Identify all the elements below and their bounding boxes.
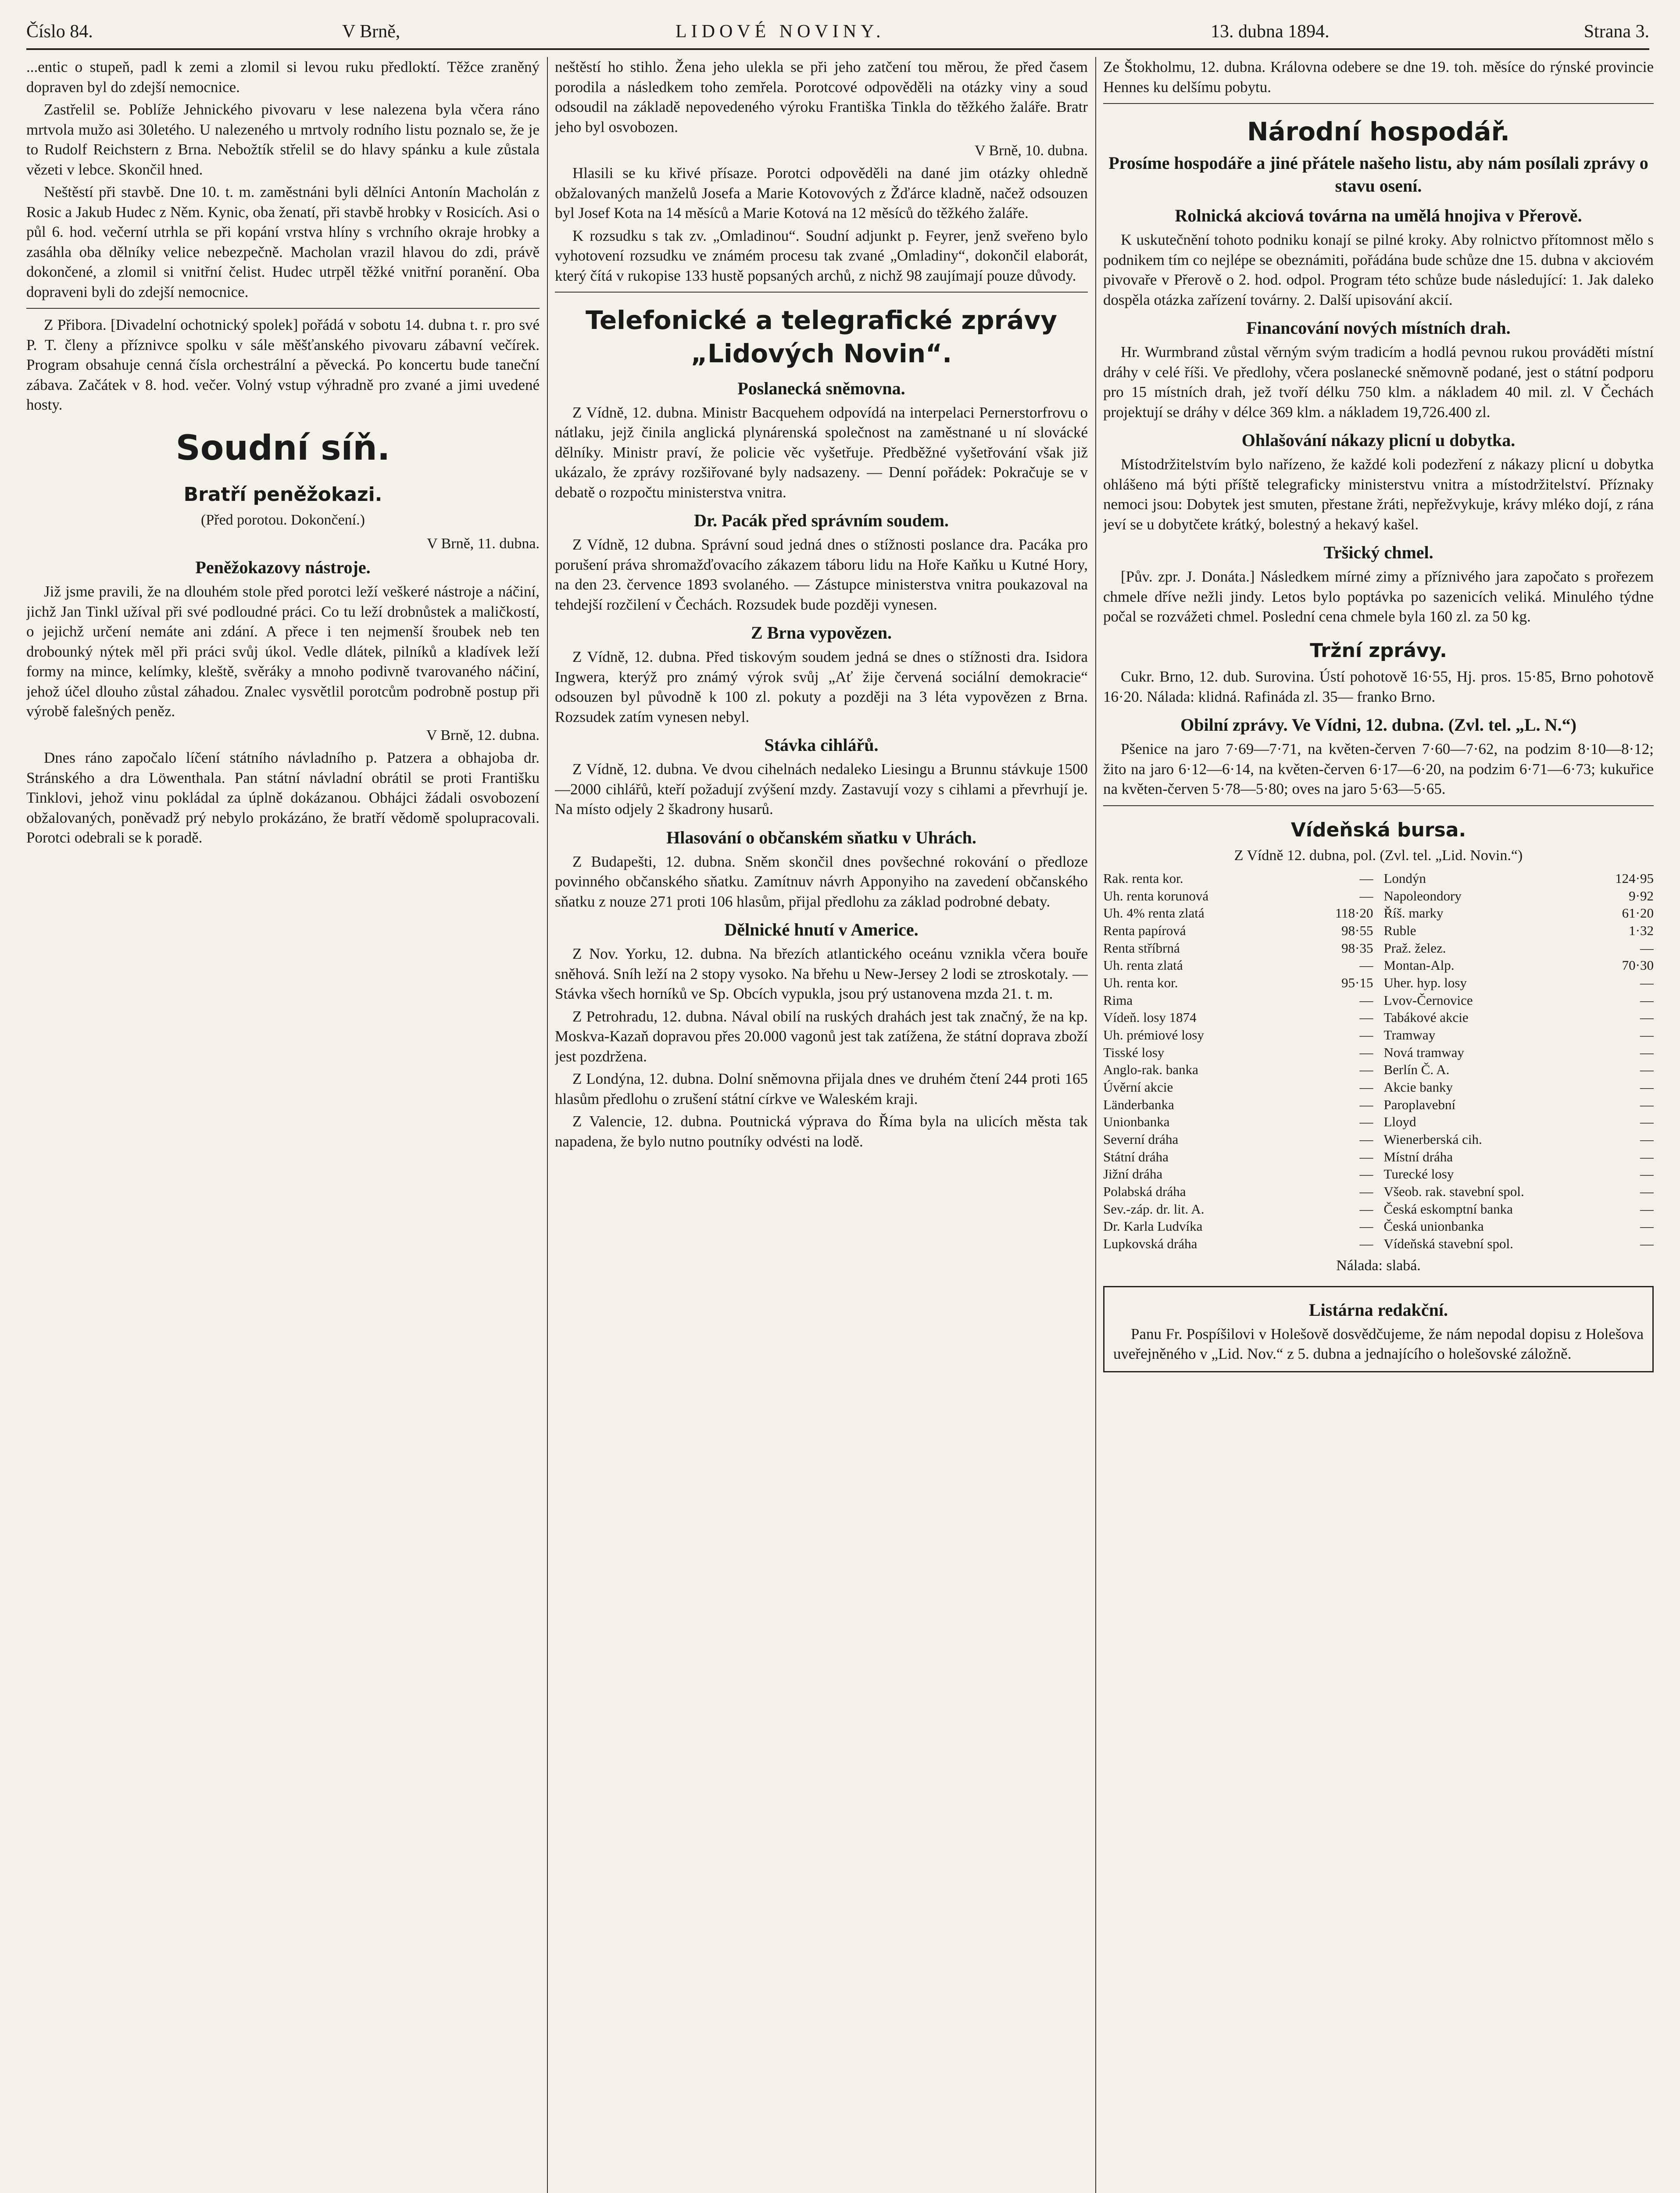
article: Zastřelil se. Poblíže Jehnického pivovaru v lese nalezena byla včera ráno mrtvola mužo asi 30letého. U nalezeného u mrtvoly rodního listu poznalo se, že je to Rudolf Reichstern z Brna. Nebožtík střelil se do hlavy spánku a kule zůstala vězeti v lebce. Skončil hned.: [26, 101, 540, 178]
article: Místodržitelstvím bylo nařízeno, že každé koli podezření z nákazy plicní u dobytka ohlášeno má býti příště telegraficky ministerstvu vnitra a místodržitelství. Příznaky nemoci jsou: Dobytek jest smuten, přestane žráti, nepřežvykuje, krávy mléko dojí, z rána jeví se u dobytčete krátký, bolestný a hekavý kašel.: [1103, 456, 1654, 533]
article-title: Dr. Pacák před správním soudem.: [694, 511, 949, 531]
bourse-row: [1103, 1079, 1373, 1096]
dateline: V Brně, 12. dubna.: [426, 727, 540, 743]
bourse-price: —: [1359, 1132, 1373, 1147]
bourse-row: [1384, 1061, 1654, 1079]
bourse-price: —: [1640, 1010, 1654, 1025]
page-number: Strana 3.: [1583, 21, 1649, 42]
bourse-row: [1103, 1026, 1373, 1044]
article: Z Vídně, 12. dubna. Před tiskovým soudem jedná se dnes o stížnosti dra. Isidora Ingwera, kterýž pro známý výrok svůj „Ať žije červená sociální demokracie“ odsouzen byl původně k 100 zl. pokuty a později na 3 léta vypovězen z Brna. Rozsudek zatím vynesen nebyl.: [555, 648, 1088, 725]
bourse-price: —: [1640, 1079, 1654, 1095]
bourse-right: [1384, 870, 1654, 1253]
bourse-security: Montan-Alp.: [1383, 957, 1455, 973]
bourse-security: Uh. 4% renta zlatá: [1103, 905, 1205, 921]
bourse-price: 1·32: [1629, 922, 1654, 938]
article: Cukr. Brno, 12. dub. Surovina. Ústí pohotově 16·55, Hj. pros. 15·85, Brno pohotově 16·20. Nálada: klidná. Rafináda zl. 35— franko Brno.: [1103, 668, 1654, 705]
article: [Pův. zpr. J. Donáta.] Následkem mírné zimy a příznivého jara započato s prořezem chmele dříve nežli jindy. Letos bylo poptávka po sazenicích veliká. Minulého týdne počal se rozvážeti chmel. Poslední cena chmele byla 160 zl. za 50 kg.: [1103, 568, 1654, 625]
section-title: Tržní zprávy.: [1310, 639, 1447, 662]
bourse-row: [1103, 1061, 1373, 1079]
bourse-row: [1384, 1079, 1654, 1096]
bourse-row: [1384, 1200, 1654, 1218]
bourse-security: Lupkovská dráha: [1103, 1236, 1197, 1252]
bourse-price: 98·55: [1341, 922, 1373, 938]
bourse-security: Lloyd: [1383, 1114, 1416, 1130]
bourse-security: Londýn: [1383, 870, 1426, 886]
bourse-row: [1384, 939, 1654, 957]
bourse-security: Uher. hyp. losy: [1383, 975, 1467, 990]
bourse-security: Renta stříbrná: [1103, 940, 1180, 956]
bourse-security: Unionbanka: [1103, 1114, 1170, 1130]
column-middle: [555, 57, 1088, 2193]
bourse-row: [1384, 1165, 1654, 1183]
bourse-row: [1103, 1200, 1373, 1218]
bourse-security: Severní dráha: [1103, 1132, 1179, 1147]
bourse-security: Akcie banky: [1383, 1079, 1453, 1095]
bourse-row: [1384, 1096, 1654, 1114]
bourse-price: —: [1359, 870, 1373, 886]
bourse-price: —: [1640, 1201, 1654, 1217]
column-divider: [547, 57, 548, 2193]
bourse-price: —: [1359, 1149, 1373, 1164]
bourse-price: —: [1359, 1027, 1373, 1043]
bourse-left: [1103, 870, 1373, 1253]
article-title: Tršický chmel.: [1323, 543, 1433, 563]
bourse-price: 70·30: [1622, 957, 1654, 973]
column-divider: [1095, 57, 1096, 2193]
bourse-price: —: [1359, 992, 1373, 1008]
article-title: Rolnická akciová továrna na umělá hnojiva v Přerově.: [1175, 206, 1582, 226]
bourse-price: —: [1640, 1027, 1654, 1043]
bourse-security: Státní dráha: [1103, 1149, 1169, 1164]
divider: [1103, 805, 1654, 806]
bourse-price: —: [1640, 992, 1654, 1008]
page-header: [26, 18, 1649, 50]
place: V Brně,: [342, 21, 400, 42]
bourse-security: Vídeňská stavební spol.: [1383, 1236, 1513, 1252]
bourse-security: Dr. Karla Ludvíka: [1103, 1218, 1203, 1234]
bourse-security: Tramway: [1383, 1027, 1436, 1043]
bourse-security: Česká eskomptní banka: [1383, 1201, 1513, 1217]
bourse-row: [1384, 904, 1654, 922]
bourse-row: [1384, 1183, 1654, 1200]
bourse-row: [1384, 1148, 1654, 1166]
bourse-security: Úvěrní akcie: [1103, 1079, 1173, 1095]
bourse-row: [1384, 1131, 1654, 1148]
bourse-price: —: [1640, 1184, 1654, 1200]
article: Z Nov. Yorku, 12. dubna. Na březích atlantického oceánu vznikla včera bouře sněhová. Sníh leží na 2 stopy vysoko. Na břehu u New-Jersey 2 lodi se ztroskotaly. — Stávka všech horníků ve Sp. Obcích vypukla, jsou prý ustanovena mzda 21. t. m.: [555, 945, 1088, 1003]
section-title: Soudní síň.: [175, 428, 390, 468]
bourse-price: 98·35: [1341, 940, 1373, 956]
bourse-row: [1384, 1235, 1654, 1253]
bourse-row: [1103, 974, 1373, 992]
bourse-price: —: [1359, 1218, 1373, 1234]
bourse-price: 61·20: [1622, 905, 1654, 921]
article: neštěstí ho stihlo. Žena jeho ulekla se při jeho zatčení tou měrou, že před časem porodila a následkem toho zemřela. Porotcové odpověděli na otázky viny a soud odsoudil na základě nepovedeného výroku Františka Tinkla do těžkého žaláře. Bratr jeho byl osvobozen.: [555, 58, 1088, 136]
bourse-security: Uh. renta kor.: [1103, 975, 1178, 990]
article-title: Z Brna vypovězen.: [751, 623, 892, 643]
bourse-security: Rima: [1103, 992, 1133, 1008]
article-title: Peněžokazovy nástroje.: [195, 557, 371, 578]
bourse-row: [1384, 887, 1654, 905]
bourse-price: —: [1640, 1236, 1654, 1252]
bourse-price: —: [1640, 1132, 1654, 1147]
article-title: Hlasování o občanském sňatku v Uhrách.: [666, 827, 976, 847]
article: Neštěstí při stavbě. Dne 10. t. m. zaměstnáni byli dělníci Antonín Macholán z Rosic a Jakub Hudec z Něm. Kynic, oba ženatí, při stavbě hrobky v Rosicích. Asi o půl 6. hod. večerní utrhla se při kopání vrstva hlíny s vrchního okraje hrobky a zasáhla oba dělníky velice nebezpečně. Macholan vrazil hlavou do zdi, právě dokončené, a zlomil si vnitřní čelist. Hudec utrpěl těžké vnitřní poranění. Oba dopraveni byli do zdejší nemocnice.: [26, 183, 540, 300]
bourse-security: Tabákové akcie: [1383, 1010, 1469, 1025]
article-title: Obilní zprávy. Ve Vídni, 12. dubna. (Zvl. tel. „L. N.“): [1180, 715, 1576, 735]
divider: [26, 308, 540, 309]
article: Z Vídně, 12. dubna. Ve dvou cihelnách nedaleko Liesingu a Brunnu stávkuje 1500—2000 cihlářů, kteří požadují zvýšení mzdy. Zastavují vozy s cihlami a převrhují je. Na místo odjely 2 škadrony husarů.: [555, 761, 1088, 818]
section-title: Národní hospodář.: [1247, 117, 1510, 146]
bourse-price: —: [1640, 1096, 1654, 1112]
dateline: V Brně, 11. dubna.: [427, 536, 540, 552]
bourse-row: [1103, 957, 1373, 974]
article: Dnes ráno započalo líčení státního návladního p. Patzera a obhajoba dr. Stránského a dra Löwenthala. Pan státní návladní obrátil se proti Františku Tinklovi, jehož vinu pokládal za úplně dokázanou. Obhájci žádali osvobození obžalovaných, poněvadž prý nebylo prokázáno, že bratří vědomě spolupracovali. Porotci odebrali se k poradě.: [26, 749, 540, 846]
article: Z Vídně, 12. dubna. Ministr Bacquehem odpovídá na interpelaci Pernerstorfrovu o nátlaku, jejž činila anglická plynárenská společnost na zaměstnané u ní slovácké dělníky. Ministr praví, že policie věc vyšetřuje. Předběžné vyšetřování však již ukázalo, že zprávy rozšiřované byly nadsazeny. — Denní pořádek: Pokračuje se v debatě o rozpočtu ministerstva vnitra.: [555, 404, 1088, 501]
bourse-security: Jižní dráha: [1103, 1166, 1163, 1182]
bourse-security: Tisské losy: [1103, 1044, 1165, 1060]
issue-number: Číslo 84.: [26, 21, 93, 42]
bourse-row: [1103, 1183, 1373, 1200]
article-title: Bratří peněžokazi.: [183, 483, 382, 506]
bourse-price: —: [1359, 1010, 1373, 1025]
bourse-row: [1103, 1131, 1373, 1148]
bourse-price: 118·20: [1335, 905, 1373, 921]
bourse-security: Renta papírová: [1103, 922, 1186, 938]
article-title: Stávka cihlářů.: [764, 735, 879, 755]
bourse-subtitle: Z Vídně 12. dubna, pol. (Zvl. tel. „Lid. Novin.“): [1234, 847, 1523, 864]
bourse-price: —: [1640, 1166, 1654, 1182]
appeal: Prosíme hospodáře a jiné přátele našeho listu, aby nám posílali zprávy o stavu osení.: [1108, 153, 1648, 196]
bourse-row: [1384, 870, 1654, 887]
bourse-price: —: [1640, 1114, 1654, 1130]
divider: [555, 292, 1088, 293]
bourse-row: [1384, 1026, 1654, 1044]
bourse-security: Říš. marky: [1383, 905, 1444, 921]
market-mood: Nálada: slabá.: [1336, 1257, 1421, 1274]
bourse-price: 124·95: [1615, 870, 1654, 886]
article: K rozsudku s tak zv. „Omladinou“. Soudní adjunkt p. Feyrer, jenž sveřeno bylo vyhotovení rozsudku ve známém procesu tak zvané „Omladiny“, dokončil elaborát, který čítá v rukopise 133 hustě popsaných archů, z nichž 98 zaujímají pouze důvody.: [555, 227, 1088, 284]
section-title: Telefonické a telegrafické zprávy „Lidových Novin“.: [585, 305, 1057, 368]
section-title: Vídeňská bursa.: [1290, 818, 1466, 841]
dateline: V Brně, 10. dubna.: [974, 143, 1088, 159]
bourse-security: Paroplavební: [1383, 1096, 1456, 1112]
bourse-security: Praž. želez.: [1383, 940, 1446, 956]
bourse-price: —: [1640, 975, 1654, 990]
editorial-box: [1103, 1286, 1654, 1372]
bourse-price: —: [1359, 1114, 1373, 1130]
bourse-row: [1103, 904, 1373, 922]
bourse-security: Ruble: [1383, 922, 1416, 938]
bourse-row: [1103, 1165, 1373, 1183]
article: Z Londýna, 12. dubna. Dolní sněmovna přijala dnes ve druhém čtení 244 proti 165 hlasům předlohu o zrušení státní církve ve Waleském kraji.: [555, 1070, 1088, 1107]
bourse-row: [1103, 922, 1373, 939]
bourse-price: —: [1640, 940, 1654, 956]
bourse-row: [1384, 1044, 1654, 1061]
bourse-price: —: [1359, 1096, 1373, 1112]
bourse-price: —: [1359, 957, 1373, 973]
bourse-row: [1384, 1113, 1654, 1131]
bourse-security: Vídeň. losy 1874: [1103, 1010, 1197, 1025]
article-title: Listárna redakční.: [1308, 1300, 1448, 1320]
article: ...entic o stupeň, padl k zemi a zlomil si levou ruku předloktí. Těžce zraněný dopraven byl do zdejší nemocnice.: [26, 58, 540, 96]
article: Ze Štokholmu, 12. dubna. Královna odebere se dne 19. toh. měsíce do rýnské provincie Hennes ku delšímu pobytu.: [1103, 58, 1654, 96]
bourse-price: —: [1359, 1201, 1373, 1217]
bourse-row: [1384, 1218, 1654, 1235]
bourse-price: 9·92: [1629, 888, 1654, 904]
bourse-row: [1103, 1096, 1373, 1114]
bourse-price: —: [1640, 1218, 1654, 1234]
bourse-security: Uh. renta korunová: [1103, 888, 1209, 904]
bourse-security: Lvov-Černovice: [1383, 992, 1473, 1008]
article: Z Petrohradu, 12. dubna. Nával obilí na ruských drahách jest tak značný, že na kp. Moskva-Kazaň dopravou přes 20.000 vagonů jest tak zatížena, že státní doprava zboží jest pozdržena.: [555, 1007, 1088, 1065]
divider: [1103, 103, 1654, 104]
bourse-price: —: [1359, 1044, 1373, 1060]
article: Pšenice na jaro 7·69—7·71, na květen-červen 7·60—7·62, na podzim 8·10—8·12; žito na jaro 6·12—6·14, na květen-červen 6·17—6·20, na podzim 6·71—6·73; kukuřice na květen-červen 5·78—5·80; oves na jaro 5·63—5·65.: [1103, 740, 1654, 798]
bourse-price: 95·15: [1341, 975, 1373, 990]
article: Hlasili se ku křivé přísaze. Porotci odpověděli na dané jim otázky ohledně obžalovaných manželů Josefa a Marie Kotovových z Žďárce kladně, načež odsouzen byl Josef Kota na 14 měsíců a Marie Kotová na 12 měsíců do těžkého žaláře.: [555, 164, 1088, 222]
article: Z Valencie, 12. dubna. Poutnická výprava do Říma byla na ulicích města tak napadena, že bylo nutno poutníky odvésti na lodě.: [555, 1113, 1088, 1150]
bourse-security: Berlín Č. A.: [1383, 1062, 1450, 1078]
bourse-security: Turecké losy: [1383, 1166, 1454, 1182]
bourse-security: Länderbanka: [1103, 1096, 1174, 1112]
bourse-row: [1103, 1148, 1373, 1166]
bourse-security: Místní dráha: [1383, 1149, 1453, 1164]
bourse-row: [1103, 1044, 1373, 1061]
article: K uskutečnění tohoto podniku konají se pilné kroky. Aby rolnictvo přítomnost mělo s podnikem tím co nejlépe se obeznámiti, pořádána bude schůze dne 15. dubna v akciovém pivovaře v Přerově o 2. hod. odpol. Program této schůze bude následující: 1. Jak daleko dospěla otázka zařízení továrny. 2. Další upisování akcií.: [1103, 231, 1654, 308]
bourse-row: [1384, 992, 1654, 1009]
article-title: Poslanecká sněmovna.: [737, 378, 905, 398]
bourse-security: Nová tramway: [1383, 1044, 1464, 1060]
article: Hr. Wurmbrand zůstal věrným svým tradicím a hodlá pevnou rukou prováděti místní dráhy v celé říši. Ve předlohy, včera poslanecké sněmovně podané, jest o státní podporu pro 15 místních drah, jež tvoří délku 750 klm. a nákladem 40 mil. zl. V Čechách projektují se dráhy v délce 369 klm. a nákladem 19,726.400 zl.: [1103, 343, 1654, 421]
bourse-row: [1103, 939, 1373, 957]
masthead: LIDOVÉ NOVINY.: [676, 21, 885, 42]
article-title: Ohlašování nákazy plicní u dobytka.: [1241, 430, 1516, 450]
bourse-security: Anglo-rak. banka: [1103, 1062, 1198, 1078]
bourse-row: [1384, 974, 1654, 992]
bourse-table: [1103, 870, 1654, 1253]
bourse-row: [1384, 957, 1654, 974]
bourse-row: [1103, 1009, 1373, 1026]
column-right: [1103, 57, 1654, 2193]
bourse-price: —: [1640, 1149, 1654, 1164]
bourse-row: [1384, 922, 1654, 939]
bourse-price: —: [1359, 1166, 1373, 1182]
bourse-price: —: [1359, 1079, 1373, 1095]
bourse-price: —: [1359, 1236, 1373, 1252]
bourse-security: Česká unionbanka: [1383, 1218, 1484, 1234]
bourse-security: Polabská dráha: [1103, 1184, 1186, 1200]
bourse-security: Rak. renta kor.: [1103, 870, 1183, 886]
column-left: [26, 57, 540, 2193]
bourse-row: [1103, 1235, 1373, 1253]
bourse-security: Napoleondory: [1383, 888, 1462, 904]
bourse-row: [1103, 887, 1373, 905]
article-subtitle: (Před porotou. Dokončení.): [201, 512, 365, 529]
article: Z Vídně, 12 dubna. Správní soud jedná dnes o stížnosti poslance dra. Pacáka pro porušení práva shromažďovacího zákazem táboru lidu na Hoře Kaňku u Kutné Hory, na den 23. července 1893 svolaného. — Zástupce ministerstva vnitra poukazoval na tehdejší rozčilení v Čechách. Rozsudek bude později vynesen.: [555, 536, 1088, 613]
bourse-security: Uh. renta zlatá: [1103, 957, 1183, 973]
bourse-row: [1103, 870, 1373, 887]
bourse-price: —: [1640, 1044, 1654, 1060]
bourse-price: —: [1359, 1062, 1373, 1078]
article: Panu Fr. Pospíšilovi v Holešově dosvědčujeme, že nám nepodal dopisu z Holešova uveřejněného v „Lid. Nov.“ z 5. dubna a jednajícího o holešovské záložně.: [1113, 1325, 1644, 1363]
issue-date: 13. dubna 1894.: [1211, 21, 1330, 42]
bourse-security: Uh. prémiové losy: [1103, 1027, 1204, 1043]
bourse-price: —: [1640, 1062, 1654, 1078]
bourse-security: Wienerberská cih.: [1383, 1132, 1482, 1147]
article: Již jsme pravili, že na dlouhém stole před porotci leží veškeré nástroje a náčiní, jichž Jan Tinkl užíval při své podloudné práci. Co tu leží drobnůstek a maličkostí, o jejichž určení nemáte ani zdání. A přece i ten nejmenší šroubek neb ten drobounký nýtek měl při práci svůj úkol. Vedle dlátek, pilníků a kladívek leží formy na mince, kelímky, kleště, svěráky a mnoho podivně tvarovaného náčiní, jehož účel dlouho zůstal záhadou. Znalec vysvětlil porotcům podrobně postup při výrobě falešných peněz.: [26, 583, 540, 720]
article-title: Dělnické hnutí v Americe.: [724, 920, 919, 940]
article: Z Budapešti, 12. dubna. Sněm skončil dnes povšechné rokování o předloze povinného občanského sňatku. Zamítnuv návrh Apponyiho na zavedení občanského sňatku z nouze 271 proti 106 hlasům, přijal předlohu za základ podrobné debaty.: [555, 853, 1088, 910]
bourse-price: —: [1359, 888, 1373, 904]
bourse-row: [1103, 1218, 1373, 1235]
bourse-price: —: [1359, 1184, 1373, 1200]
bourse-security: Sev.-záp. dr. lit. A.: [1103, 1201, 1205, 1217]
bourse-row: [1103, 992, 1373, 1009]
bourse-row: [1103, 1113, 1373, 1131]
article-title: Financování nových místních drah.: [1246, 318, 1511, 338]
article: Z Přibora. [Divadelní ochotnický spolek] pořádá v sobotu 14. dubna t. r. pro své P. T. členy a příznivce spolku v sále měšťanského pivovaru zábavní večírek. Program obsahuje cenná čísla orchestrální a pěvecká. Po koncertu bude taneční zábava. Začátek v 8. hod. večer. Volný vstup výhradně pro zvané a jimi uvedené hosty.: [26, 316, 540, 413]
bourse-security: Všeob. rak. stavební spol.: [1383, 1184, 1524, 1200]
bourse-row: [1384, 1009, 1654, 1026]
